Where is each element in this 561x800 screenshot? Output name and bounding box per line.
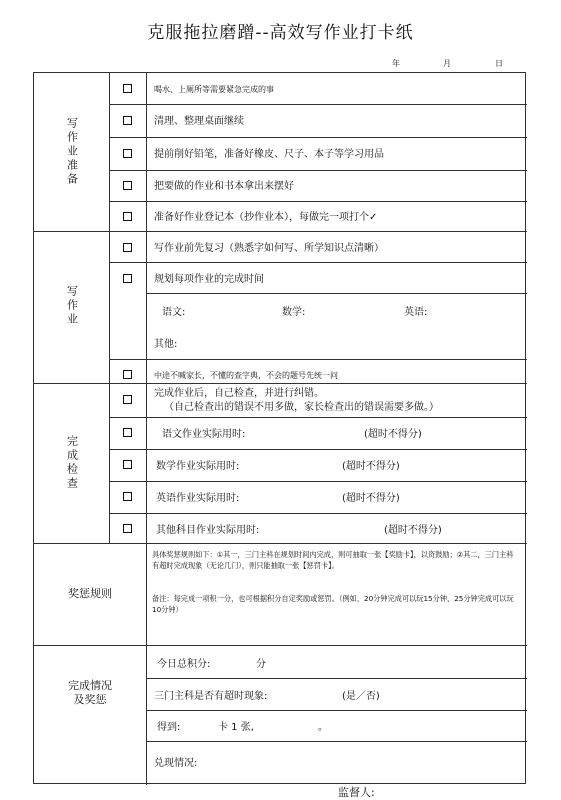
result-overtime-label: 三门主科是否有超时现象:: [154, 691, 268, 702]
prep-item-3: 提前削好铅笔，准备好橡皮、尺子、本子等学习用品: [154, 149, 384, 160]
section-label-check: 完成检查: [65, 435, 79, 491]
plan-english-label: 英语:: [404, 307, 428, 318]
result-overtime-options: (是／否): [342, 691, 380, 702]
result-period: 。: [318, 722, 328, 733]
prep-item-4: 把要做的作业和书本拿出来摆好: [154, 181, 294, 192]
check-chinese-note: (超时不得分): [364, 429, 422, 440]
check-english-time: 英语作业实际用时:: [156, 493, 240, 504]
result-redeem-label: 兑现情况:: [154, 758, 198, 769]
checkbox-write-3[interactable]: [123, 370, 132, 379]
checkbox-write-2[interactable]: [123, 274, 132, 283]
date-year: 年: [392, 59, 400, 68]
checkbox-write-1[interactable]: [123, 243, 132, 252]
prep-item-1: 喝水、上厕所等需要紧急完成的事: [154, 85, 274, 94]
result-card-count: 卡 1 张,: [218, 722, 254, 733]
section-label-prep: 写作业准备: [65, 117, 79, 187]
checkbox-prep-5[interactable]: [123, 212, 132, 221]
page-title: 克服拖拉磨蹭--高效写作业打卡纸: [147, 23, 414, 43]
checkbox-check-3[interactable]: [123, 460, 132, 469]
checkbox-check-5[interactable]: [123, 524, 132, 533]
result-got-label: 得到:: [157, 722, 181, 733]
checkbox-prep-3[interactable]: [123, 149, 132, 158]
result-score-unit: 分: [256, 659, 266, 670]
check-other-time: 其他科目作业实际用时:: [156, 525, 260, 536]
date-month: 月: [443, 59, 451, 68]
section-label-rules: 奖惩规则: [68, 587, 112, 600]
col-divider-2: [146, 73, 147, 543]
check-item-1-line1: 完成作业后，自己检查，并进行纠错。: [154, 388, 324, 399]
checkbox-prep-4[interactable]: [123, 181, 132, 190]
check-math-note: (超时不得分): [342, 461, 400, 472]
checkbox-check-2[interactable]: [123, 428, 132, 437]
write-item-1: 写作业前先复习（熟悉字如何写、所学知识点清晰）: [154, 243, 384, 254]
prep-item-5: 准备好作业登记本（抄作业本），每做完一项打个✓: [154, 212, 378, 223]
rules-text-1: 具体奖惩规则如下：①其一，三门主科在规划时间内完成，则可抽取一张【奖励卡】，以资鼓励；②其二，三门主科有超时完成现象（无论几门），则只能抽取一张【惩罚卡】。: [152, 550, 514, 570]
checkbox-check-4[interactable]: [123, 492, 132, 501]
plan-chinese-label: 语文:: [162, 307, 186, 318]
check-math-time: 数学作业实际用时:: [156, 461, 240, 472]
check-other-note: (超时不得分): [384, 525, 442, 536]
plan-other-label: 其他:: [154, 339, 178, 350]
checkbox-check-1[interactable]: [123, 395, 132, 404]
checkbox-prep-2[interactable]: [123, 116, 132, 125]
plan-math-label: 数学:: [282, 307, 306, 318]
write-item-2: 规划每项作业的完成时间: [154, 274, 264, 285]
prep-item-2: 清理、整理桌面继续: [154, 116, 244, 127]
check-chinese-time: 语文作业实际用时:: [162, 429, 246, 440]
result-score-label: 今日总积分:: [157, 659, 211, 670]
date-line: [0, 58, 561, 70]
check-item-1-line2: （自己检查出的错误不用多做，家长检查出的错误需要多做。）: [164, 402, 439, 413]
col-divider-1: [109, 73, 110, 543]
date-day: 日: [495, 59, 503, 68]
checkbox-prep-1[interactable]: [123, 84, 132, 93]
check-english-note: (超时不得分): [342, 493, 400, 504]
write-item-3: 中途不喊家长，不懂的查字典，不会的题号先统一问: [154, 371, 338, 380]
check-in-sheet: [33, 72, 526, 784]
section-label-result: 完成情况 及奖惩: [68, 679, 112, 706]
rules-text-2: 备注：每完成一项积一分，也可根据积分自定奖励或惩罚。（例如，20分钟完成可以玩15分钟，25分钟完成可以玩10分钟）: [152, 594, 514, 614]
col-divider-3: [146, 543, 147, 785]
section-label-write: 写作业: [65, 285, 79, 327]
supervisor-label: 监督人:: [338, 786, 375, 799]
